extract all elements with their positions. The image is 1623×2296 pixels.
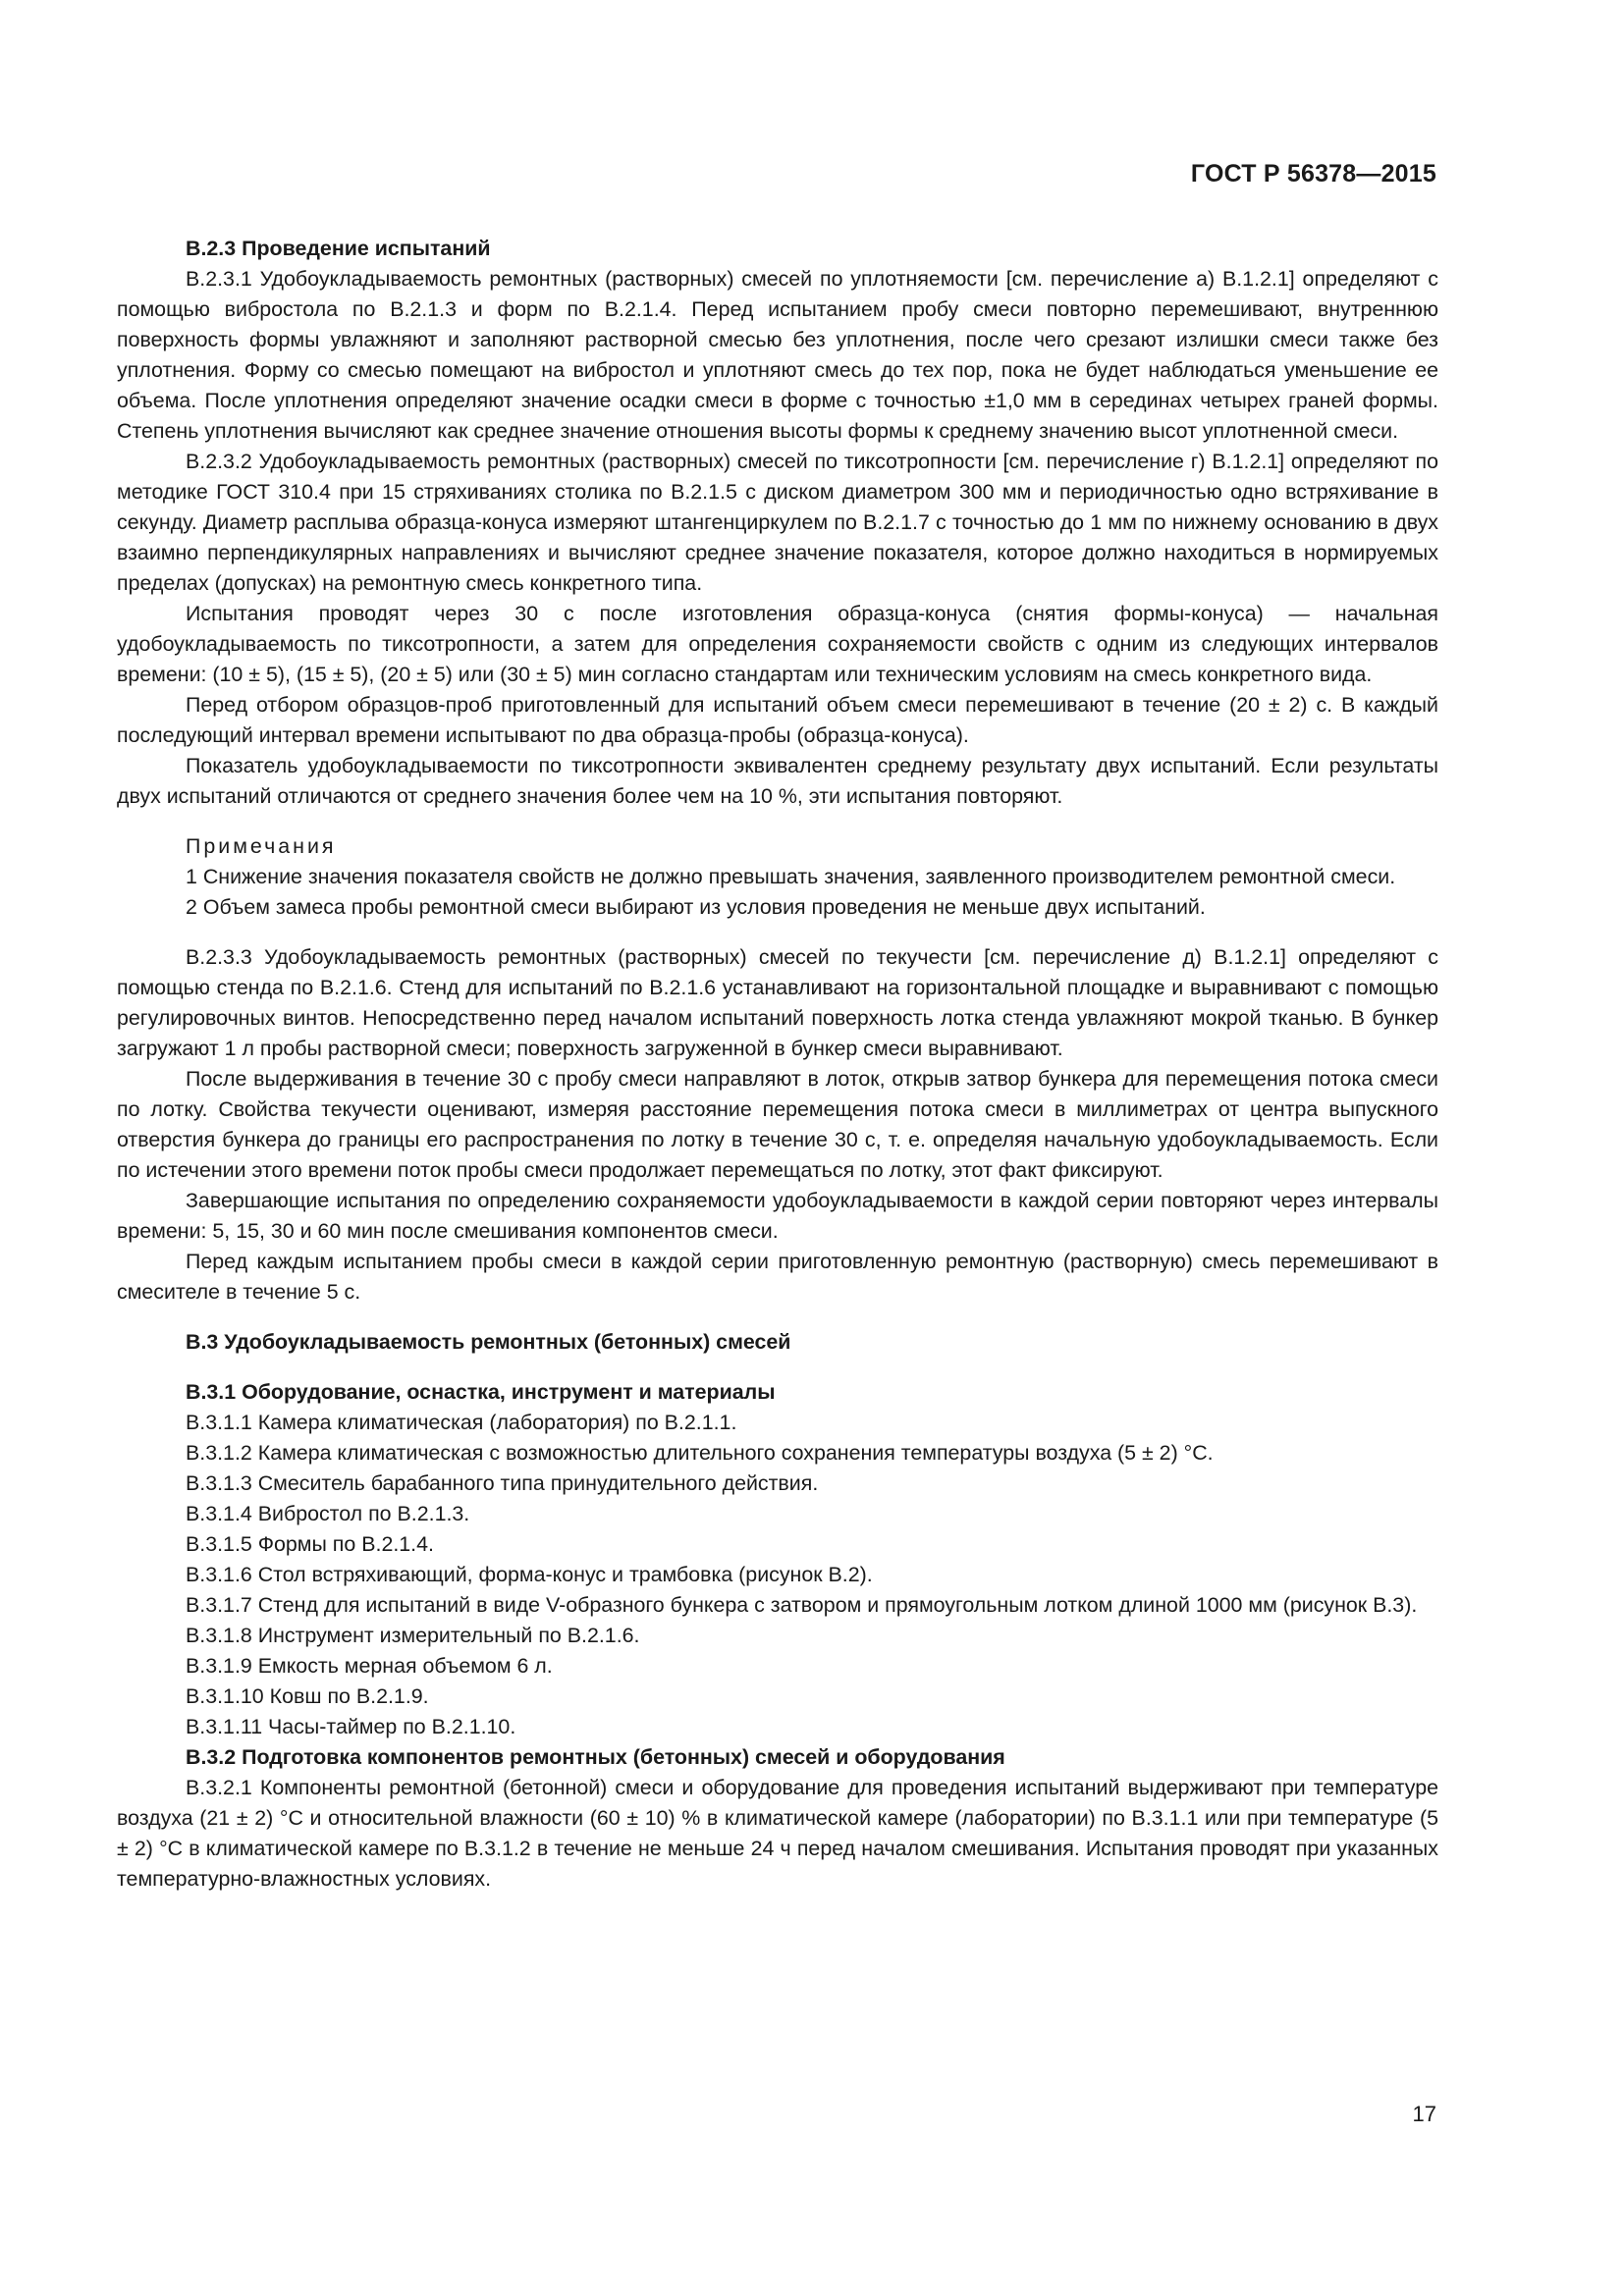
paragraph-b233-final: Завершающие испытания по определению сохраняемости удобоукладываемости в каждой серии повторяют через интервалы времени: 5, 15, 30 и 60 мин после смешивания компонентов смеси. [117,1189,1438,1243]
paragraph-b315: В.3.1.5 Формы по В.2.1.4. [186,1532,434,1556]
paragraph-b314: В.3.1.4 Вибростол по В.2.1.3. [186,1502,470,1525]
paragraph-b321: В.3.2.1 Компоненты ремонтной (бетонной) смеси и оборудование для проведения испытаний выдерживают при температуре воздуха (21 ± 2) °С и относительной влажности (60 ± 10) % в климатической камере (лаборатории) по В.3.1.1 или при температуре (5 ± 2) °С в климатической камере по В.3.1.2 в течение не меньше 24 ч перед началом смешивания. Испытания проводят при указанных температурно-влажностных условиях. [117,1776,1438,1891]
paragraph-b311: В.3.1.1 Камера климатическая (лаборатория) по В.2.1.1. [186,1411,737,1434]
paragraph-b319: В.3.1.9 Емкость мерная объемом 6 л. [186,1654,553,1678]
paragraph-b3110: В.3.1.10 Ковш по В.2.1.9. [186,1684,429,1708]
paragraph-b3111: В.3.1.11 Часы-таймер по В.2.1.10. [186,1715,516,1738]
paragraph-b233-premix: Перед каждым испытанием пробы смеси в каждой серии приготовленную ремонтную (растворную) смесь перемешивают в смесителе в течение 5 с. [117,1250,1438,1304]
paragraph-b31-head: В.3.1 Оборудование, оснастка, инструмент и материалы [186,1380,776,1404]
paragraph-b317: В.3.1.7 Стенд для испытаний в виде V-образного бункера с затвором и прямоугольным лотком длиной 1000 мм (рисунок В.3). [186,1593,1418,1617]
paragraph-b32-head: В.3.2 Подготовка компонентов ремонтных (бетонных) смесей и оборудования [186,1745,1005,1769]
paragraph-notes-title: Примечания [186,834,337,858]
document-code-header: ГОСТ Р 56378—2015 [1190,160,1436,187]
paragraph-b232-mix: Перед отбором образцов-проб приготовленный для испытаний объем смеси перемешивают в течение (20 ± 2) с. В каждый последующий интервал времени испытывают по два образца-пробы (образца-конуса). [117,693,1438,747]
paragraph-b233-flow: После выдерживания в течение 30 с пробу смеси направляют в лоток, открыв затвор бункера для перемещения потока смеси по лотку. Свойства текучести оценивают, измеряя расстояние перемещения потока смеси в миллиметрах от центра выпускного отверстия бункера до границы его распространения по лотку в течение 30 с, т. е. определяя начальную удобоукладываемость. Если по истечении этого времени поток пробы смеси продолжает перемещаться по лотку, этот факт фиксируют. [117,1067,1438,1182]
paragraph-b316: В.3.1.6 Стол встряхивающий, форма-конус и трамбовка (рисунок В.2). [186,1563,873,1586]
paragraph-b233: В.2.3.3 Удобоукладываемость ремонтных (растворных) смесей по текучести [см. перечисление д) В.1.2.1] определяют с помощью стенда по В.2.1.6. Стенд для испытаний по В.2.1.6 устанавливают на горизонтальной площадке и выравнивают с помощью регулировочных винтов. Непосредственно перед началом испытаний поверхность лотка стенда увлажняют мокрой тканью. В бункер загружают 1 л пробы растворной смеси; поверхность загруженной в бункер смеси выравнивают. [117,945,1438,1060]
paragraph-b232-time: Испытания проводят через 30 с после изготовления образца-конуса (снятия формы-конуса) — начальная удобоукладываемость по тиксотропности, а затем для определения сохраняемости свойств с одним из следующих интервалов времени: (10 ± 5), (15 ± 5), (20 ± 5) или (30 ± 5) мин согласно стандартам или техническим условиям на смесь конкретного вида. [117,602,1438,686]
document-body [117,234,1438,1895]
paragraph-b232-result: Показатель удобоукладываемости по тиксотропности эквивалентен среднему результату двух испытаний. Если результаты двух испытаний отличаются от среднего значения более чем на 10 %, эти испытания повторяют. [117,754,1438,808]
paragraph-b231: В.2.3.1 Удобоукладываемость ремонтных (растворных) смесей по уплотняемости [см. перечисление а) В.1.2.1] определяют с помощью вибростола по В.2.1.3 и форм по В.2.1.4. Перед испытанием пробу смеси повторно перемешивают, внутреннюю поверхность формы увлажняют и заполняют растворной смесью без уплотнения, после чего срезают излишки смеси также без уплотнения. Форму со смесью помещают на вибростол и уплотняют смесь до тех пор, пока не будет наблюдаться уменьшение ее объема. После уплотнения определяют значение осадки смеси в форме с точностью ±1,0 мм в серединах четырех граней формы. Степень уплотнения вычисляют как среднее значение отношения высоты формы к среднему значению высот уплотненной смеси. [117,267,1438,443]
page-number: 17 [1412,2102,1436,2126]
paragraph-note-2: 2 Объем замеса пробы ремонтной смеси выбирают из условия проведения не меньше двух испытаний. [186,895,1206,919]
paragraph-b3-head: В.3 Удобоукладываемость ремонтных (бетонных) смесей [186,1330,791,1354]
paragraph-b313: В.3.1.3 Смеситель барабанного типа принудительного действия. [186,1471,819,1495]
paragraph-note-1: 1 Снижение значения показателя свойств не должно превышать значения, заявленного производителем ремонтной смеси. [186,865,1396,888]
paragraph-b232: В.2.3.2 Удобоукладываемость ремонтных (растворных) смесей по тиксотропности [см. перечисление г) В.1.2.1] определяют по методике ГОСТ 310.4 при 15 стряхиваниях столика по В.2.1.5 с диском диаметром 300 мм и периодичностью одно встряхивание в секунду. Диаметр расплыва образца-конуса измеряют штангенциркулем по В.2.1.7 с точностью до 1 мм по нижнему основанию в двух взаимно перпендикулярных направлениях и вычисляют среднее значение показателя, которое должно находиться в нормируемых пределах (допусках) на ремонтную смесь конкретного типа. [117,450,1438,595]
paragraph-b23-head: В.2.3 Проведение испытаний [186,237,491,260]
paragraph-b312: В.3.1.2 Камера климатическая с возможностью длительного сохранения температуры воздуха (5 ± 2) °С. [186,1441,1214,1465]
paragraph-b318: В.3.1.8 Инструмент измерительный по В.2.1.6. [186,1624,640,1647]
